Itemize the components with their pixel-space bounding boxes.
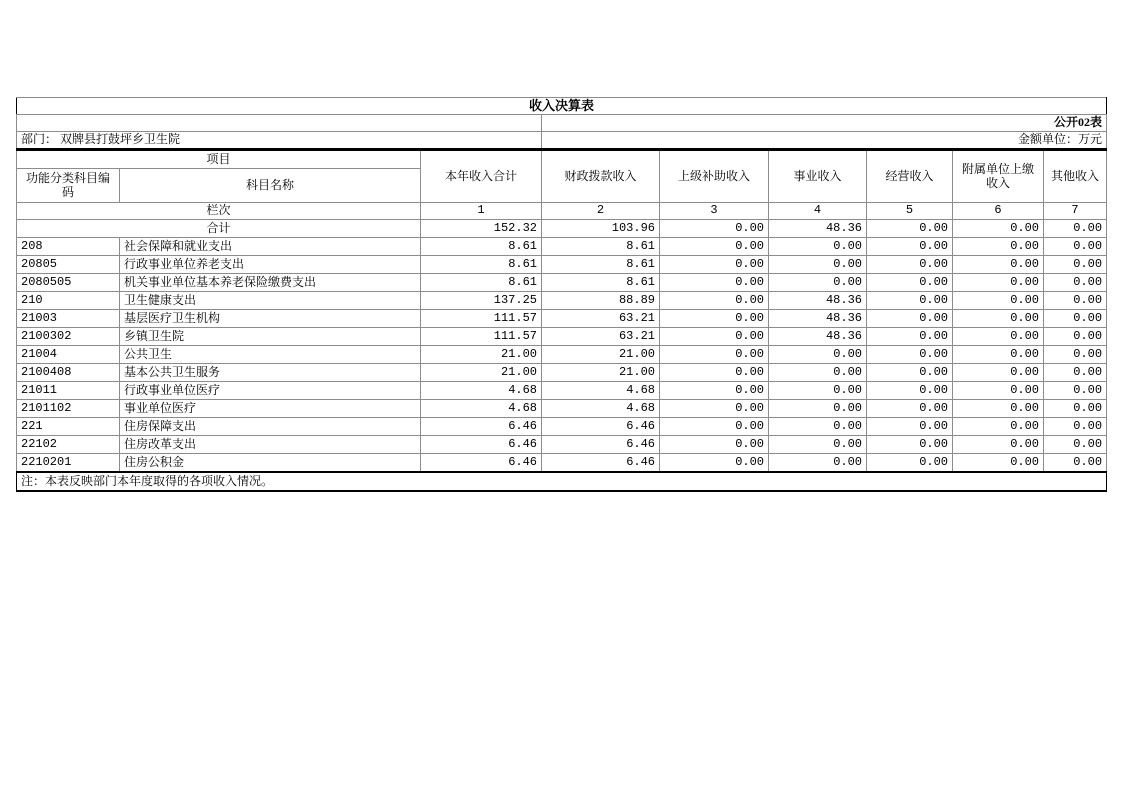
row-code: 21003 [17, 309, 120, 327]
note-row [17, 472, 1107, 491]
col-header-function-code: 功能分类科目编码 [17, 168, 120, 202]
row-value: 21.00 [421, 345, 542, 363]
row-subject-name: 基本公共卫生服务 [120, 363, 421, 381]
row-subject-name: 行政事业单位养老支出 [120, 255, 421, 273]
row-value: 0.00 [1044, 363, 1107, 381]
row-value: 8.61 [421, 255, 542, 273]
row-value: 21.00 [542, 363, 660, 381]
row-subject-name: 行政事业单位医疗 [120, 381, 421, 399]
row-value: 0.00 [660, 291, 769, 309]
row-value: 0.00 [660, 345, 769, 363]
row-value: 0.00 [660, 453, 769, 472]
row-code: 2101102 [17, 399, 120, 417]
row-value: 0.00 [1044, 291, 1107, 309]
table-row [17, 417, 1107, 435]
row-value: 0.00 [769, 255, 867, 273]
row-value: 0.00 [953, 291, 1044, 309]
row-subject-name: 机关事业单位基本养老保险缴费支出 [120, 273, 421, 291]
row-subject-name: 乡镇卫生院 [120, 327, 421, 345]
row-code: 208 [17, 237, 120, 255]
total-value: 0.00 [867, 219, 953, 237]
unit-label: 金额单位：万元 [542, 131, 1107, 149]
row-value: 0.00 [660, 381, 769, 399]
row-value: 0.00 [660, 273, 769, 291]
row-value: 0.00 [867, 435, 953, 453]
header-row-project [17, 149, 1107, 168]
total-value: 0.00 [1044, 219, 1107, 237]
row-value: 0.00 [1044, 435, 1107, 453]
row-value: 0.00 [769, 399, 867, 417]
table-row [17, 309, 1107, 327]
col-header-project: 项目 [17, 149, 421, 168]
row-value: 0.00 [1044, 237, 1107, 255]
row-value: 4.68 [542, 399, 660, 417]
row-code: 2100302 [17, 327, 120, 345]
row-value: 6.46 [542, 417, 660, 435]
row-value: 137.25 [421, 291, 542, 309]
column-index-6: 6 [953, 202, 1044, 219]
department-row [17, 131, 1107, 149]
row-value: 48.36 [769, 327, 867, 345]
row-value: 4.68 [421, 399, 542, 417]
row-code: 210 [17, 291, 120, 309]
row-value: 8.61 [421, 273, 542, 291]
row-value: 0.00 [953, 381, 1044, 399]
row-value: 0.00 [1044, 381, 1107, 399]
row-subject-name: 住房改革支出 [120, 435, 421, 453]
row-code: 22102 [17, 435, 120, 453]
row-value: 8.61 [542, 237, 660, 255]
row-code: 2080505 [17, 273, 120, 291]
total-value: 48.36 [769, 219, 867, 237]
row-value: 6.46 [542, 453, 660, 472]
row-value: 0.00 [867, 327, 953, 345]
column-index-1: 1 [421, 202, 542, 219]
row-value: 8.61 [421, 237, 542, 255]
table-row [17, 237, 1107, 255]
col-header-affiliated-unit: 附属单位上缴收入 [953, 149, 1044, 202]
row-value: 0.00 [660, 327, 769, 345]
table-row [17, 291, 1107, 309]
row-value: 0.00 [953, 417, 1044, 435]
empty-cell [17, 114, 542, 131]
row-value: 6.46 [421, 435, 542, 453]
row-value: 63.21 [542, 327, 660, 345]
row-value: 0.00 [867, 237, 953, 255]
col-header-total-income: 本年收入合计 [421, 149, 542, 202]
total-value: 0.00 [953, 219, 1044, 237]
table-row [17, 345, 1107, 363]
row-value: 0.00 [1044, 327, 1107, 345]
row-value: 0.00 [953, 363, 1044, 381]
sheet-label-row [17, 114, 1107, 131]
row-value: 0.00 [953, 435, 1044, 453]
table-row [17, 255, 1107, 273]
row-subject-name: 基层医疗卫生机构 [120, 309, 421, 327]
row-value: 8.61 [542, 273, 660, 291]
row-code: 21011 [17, 381, 120, 399]
title-row [17, 98, 1107, 115]
row-value: 0.00 [953, 273, 1044, 291]
row-value: 63.21 [542, 309, 660, 327]
row-value: 88.89 [542, 291, 660, 309]
row-value: 0.00 [953, 237, 1044, 255]
row-value: 4.68 [542, 381, 660, 399]
table-note: 注：本表反映部门本年度取得的各项收入情况。 [17, 472, 1107, 491]
table-row [17, 399, 1107, 417]
row-value: 4.68 [421, 381, 542, 399]
row-value: 0.00 [660, 309, 769, 327]
row-value: 6.46 [421, 453, 542, 472]
row-value: 0.00 [867, 453, 953, 472]
row-subject-name: 公共卫生 [120, 345, 421, 363]
row-value: 0.00 [769, 273, 867, 291]
row-value: 0.00 [660, 237, 769, 255]
row-value: 0.00 [769, 435, 867, 453]
row-subject-name: 卫生健康支出 [120, 291, 421, 309]
total-value: 0.00 [660, 219, 769, 237]
row-code: 20805 [17, 255, 120, 273]
row-value: 0.00 [953, 255, 1044, 273]
total-value: 152.32 [421, 219, 542, 237]
row-value: 0.00 [1044, 417, 1107, 435]
row-code: 2100408 [17, 363, 120, 381]
row-value: 0.00 [867, 309, 953, 327]
table-row [17, 363, 1107, 381]
row-value: 0.00 [867, 255, 953, 273]
total-value: 103.96 [542, 219, 660, 237]
row-value: 21.00 [421, 363, 542, 381]
row-code: 221 [17, 417, 120, 435]
row-value: 0.00 [953, 453, 1044, 472]
row-value: 6.46 [542, 435, 660, 453]
col-header-other-income: 其他收入 [1044, 149, 1107, 202]
table-row [17, 381, 1107, 399]
row-subject-name: 社会保障和就业支出 [120, 237, 421, 255]
row-value: 0.00 [660, 363, 769, 381]
row-value: 8.61 [542, 255, 660, 273]
row-value: 0.00 [769, 237, 867, 255]
row-value: 0.00 [867, 381, 953, 399]
row-value: 0.00 [953, 309, 1044, 327]
row-value: 0.00 [1044, 255, 1107, 273]
column-index-2: 2 [542, 202, 660, 219]
row-subject-name: 住房公积金 [120, 453, 421, 472]
column-index-5: 5 [867, 202, 953, 219]
col-header-superior-subsidy: 上级补助收入 [660, 149, 769, 202]
row-value: 21.00 [542, 345, 660, 363]
row-value: 0.00 [769, 453, 867, 472]
row-value: 111.57 [421, 309, 542, 327]
row-value: 0.00 [660, 417, 769, 435]
row-value: 0.00 [953, 345, 1044, 363]
column-index-3: 3 [660, 202, 769, 219]
row-value: 0.00 [867, 273, 953, 291]
row-value: 0.00 [769, 381, 867, 399]
row-value: 0.00 [660, 255, 769, 273]
col-header-fiscal-appropriation: 财政拨款收入 [542, 149, 660, 202]
row-value: 0.00 [1044, 399, 1107, 417]
row-subject-name: 住房保障支出 [120, 417, 421, 435]
column-index-row [17, 202, 1107, 219]
row-value: 0.00 [769, 363, 867, 381]
column-index-7: 7 [1044, 202, 1107, 219]
column-index-4: 4 [769, 202, 867, 219]
table-row [17, 435, 1107, 453]
table-row [17, 453, 1107, 472]
row-value: 0.00 [660, 399, 769, 417]
row-value: 0.00 [867, 363, 953, 381]
table-row [17, 327, 1107, 345]
income-statement-table [16, 97, 1107, 492]
col-header-subject-name: 科目名称 [120, 168, 421, 202]
total-label: 合计 [17, 219, 421, 237]
row-value: 0.00 [769, 345, 867, 363]
row-value: 111.57 [421, 327, 542, 345]
row-value: 0.00 [867, 399, 953, 417]
row-value: 0.00 [953, 399, 1044, 417]
page-title: 收入决算表 [17, 98, 1107, 115]
row-value: 0.00 [1044, 309, 1107, 327]
row-code: 21004 [17, 345, 120, 363]
col-header-operating-income: 经营收入 [867, 149, 953, 202]
sheet-label: 公开02表 [542, 114, 1107, 131]
row-value: 48.36 [769, 309, 867, 327]
row-value: 48.36 [769, 291, 867, 309]
row-value: 0.00 [867, 345, 953, 363]
total-row [17, 219, 1107, 237]
row-value: 6.46 [421, 417, 542, 435]
row-value: 0.00 [769, 417, 867, 435]
row-value: 0.00 [660, 435, 769, 453]
row-code: 2210201 [17, 453, 120, 472]
col-header-business-income: 事业收入 [769, 149, 867, 202]
row-value: 0.00 [867, 291, 953, 309]
department-label: 部门： 双牌县打鼓坪乡卫生院 [17, 131, 542, 149]
row-value: 0.00 [1044, 345, 1107, 363]
row-value: 0.00 [1044, 453, 1107, 472]
row-subject-name: 事业单位医疗 [120, 399, 421, 417]
column-index-label: 栏次 [17, 202, 421, 219]
row-value: 0.00 [953, 327, 1044, 345]
row-value: 0.00 [867, 417, 953, 435]
row-value: 0.00 [1044, 273, 1107, 291]
table-row [17, 273, 1107, 291]
